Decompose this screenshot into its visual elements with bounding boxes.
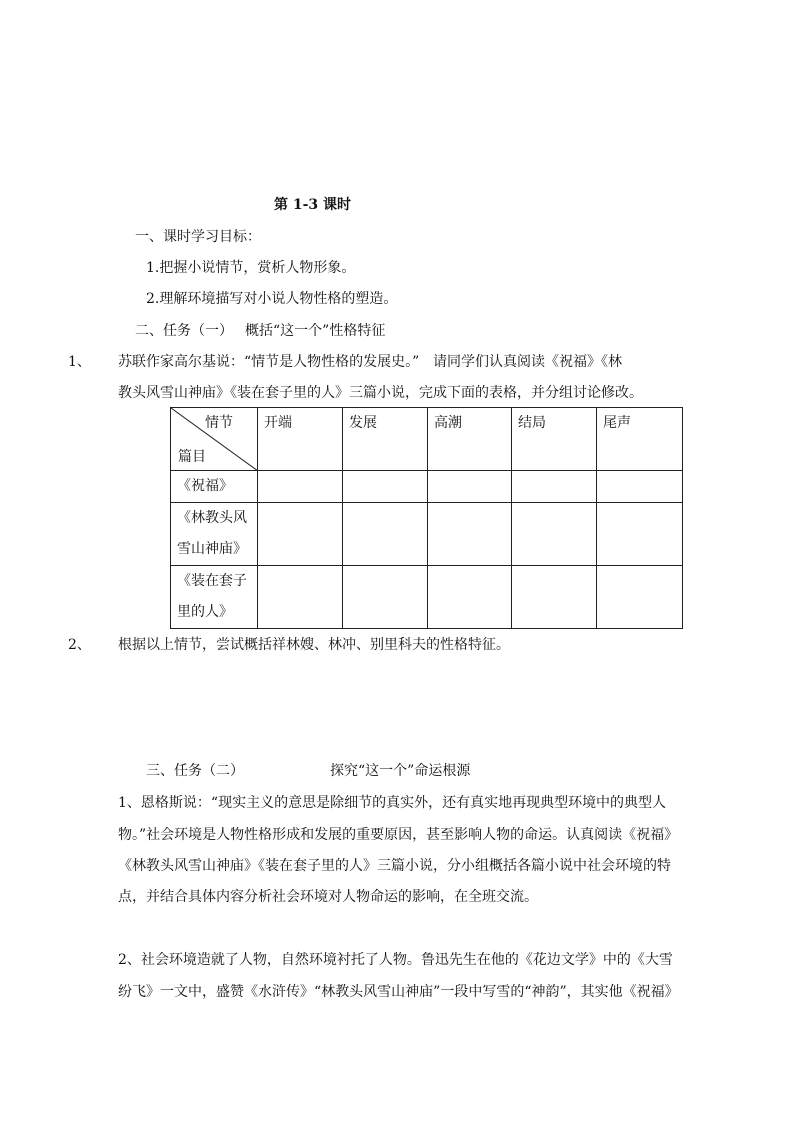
item2-number: 2、 — [68, 637, 91, 653]
para1-line: 点，并结合具体内容分析社会环境对人物命运的影响，在全班交流。 — [118, 889, 538, 905]
section3-heading-left: 三、任务（二） — [146, 763, 244, 779]
blank-cell[interactable] — [258, 566, 343, 629]
blank-cell[interactable] — [597, 503, 683, 566]
header-cell: 结局 — [512, 408, 597, 471]
para1-line: 物。”社会环境是人物性格形成和发展的重要原因，甚至影响人物的命运。认真阅读《祝福》 — [118, 827, 679, 843]
goal-1: 1.把握小说情节，赏析人物形象。 — [146, 260, 356, 276]
section3-heading-right: 探究“这一个”命运根源 — [330, 763, 471, 779]
blank-cell[interactable] — [597, 566, 683, 629]
blank-cell[interactable] — [343, 566, 428, 629]
plot-table — [170, 407, 683, 629]
row-title-line: 里的人》 — [177, 604, 233, 620]
row-title-line: 雪山神庙》 — [177, 541, 247, 557]
blank-cell[interactable] — [258, 471, 343, 503]
table-row — [171, 503, 683, 566]
blank-cell[interactable] — [343, 503, 428, 566]
row-title-cell — [171, 503, 258, 566]
corner-label-plot: 情节 — [205, 415, 233, 431]
table-row — [171, 566, 683, 629]
para2-line: 纷飞》一文中，盛赞《水浒传》“林教头风雪山神庙”一段中写雪的“神韵”，其实他《祝福》 — [118, 984, 679, 1000]
item1-line2: 教头风雪山神庙》《装在套子里的人》三篇小说，完成下面的表格，并分组讨论修改。 — [118, 385, 643, 401]
blank-cell[interactable] — [512, 566, 597, 629]
table-row — [171, 471, 683, 503]
blank-cell[interactable] — [343, 471, 428, 503]
blank-cell[interactable] — [258, 503, 343, 566]
blank-cell[interactable] — [428, 566, 512, 629]
section2-heading-left: 二、任务（一） — [135, 323, 233, 339]
header-cell: 高潮 — [428, 408, 512, 471]
row-title-line: 《装在套子 — [177, 573, 247, 589]
blank-cell[interactable] — [512, 471, 597, 503]
item1-number: 1、 — [68, 354, 91, 370]
table-header-row — [171, 408, 683, 471]
item1-line1-rest: 请同学们认真阅读《祝福》《林 — [433, 354, 622, 370]
row-title-line: 《祝福》 — [177, 478, 233, 494]
blank-cell[interactable] — [428, 503, 512, 566]
item2-text: 根据以上情节，尝试概括祥林嫂、林冲、别里科夫的性格特征。 — [118, 637, 510, 653]
header-cell: 发展 — [343, 408, 428, 471]
row-title-cell — [171, 471, 258, 503]
blank-cell[interactable] — [428, 471, 512, 503]
header-cell: 尾声 — [597, 408, 683, 471]
goal-2: 2.理解环境描写对小说人物性格的塑造。 — [146, 291, 398, 307]
section1-heading: 一、课时学习目标： — [135, 229, 261, 245]
row-title-line: 《林教头风 — [177, 510, 247, 526]
header-cell: 开端 — [258, 408, 343, 471]
blank-cell[interactable] — [597, 471, 683, 503]
table-corner-cell — [171, 408, 258, 471]
section2-heading-right: 概括“这一个”性格特征 — [245, 323, 386, 339]
para1-line: 《林教头风雪山神庙》《装在套子里的人》三篇小说，分小组概括各篇小说中社会环境的特 — [118, 858, 671, 874]
blank-cell[interactable] — [512, 503, 597, 566]
item1-line1-quote: 苏联作家高尔基说：“情节是人物性格的发展史。” — [118, 354, 420, 370]
lesson-title: 第 1-3 课时 — [274, 197, 352, 213]
para1-line: 1、恩格斯说：“现实主义的意思是除细节的真实外，还有真实地再现典型环境中的典型人 — [118, 795, 667, 811]
row-title-cell — [171, 566, 258, 629]
corner-label-title: 篇目 — [178, 449, 206, 465]
para2-line: 2、社会环境造就了人物，自然环境衬托了人物。鲁迅先生在他的《花边文学》中的《大雪 — [118, 952, 673, 968]
